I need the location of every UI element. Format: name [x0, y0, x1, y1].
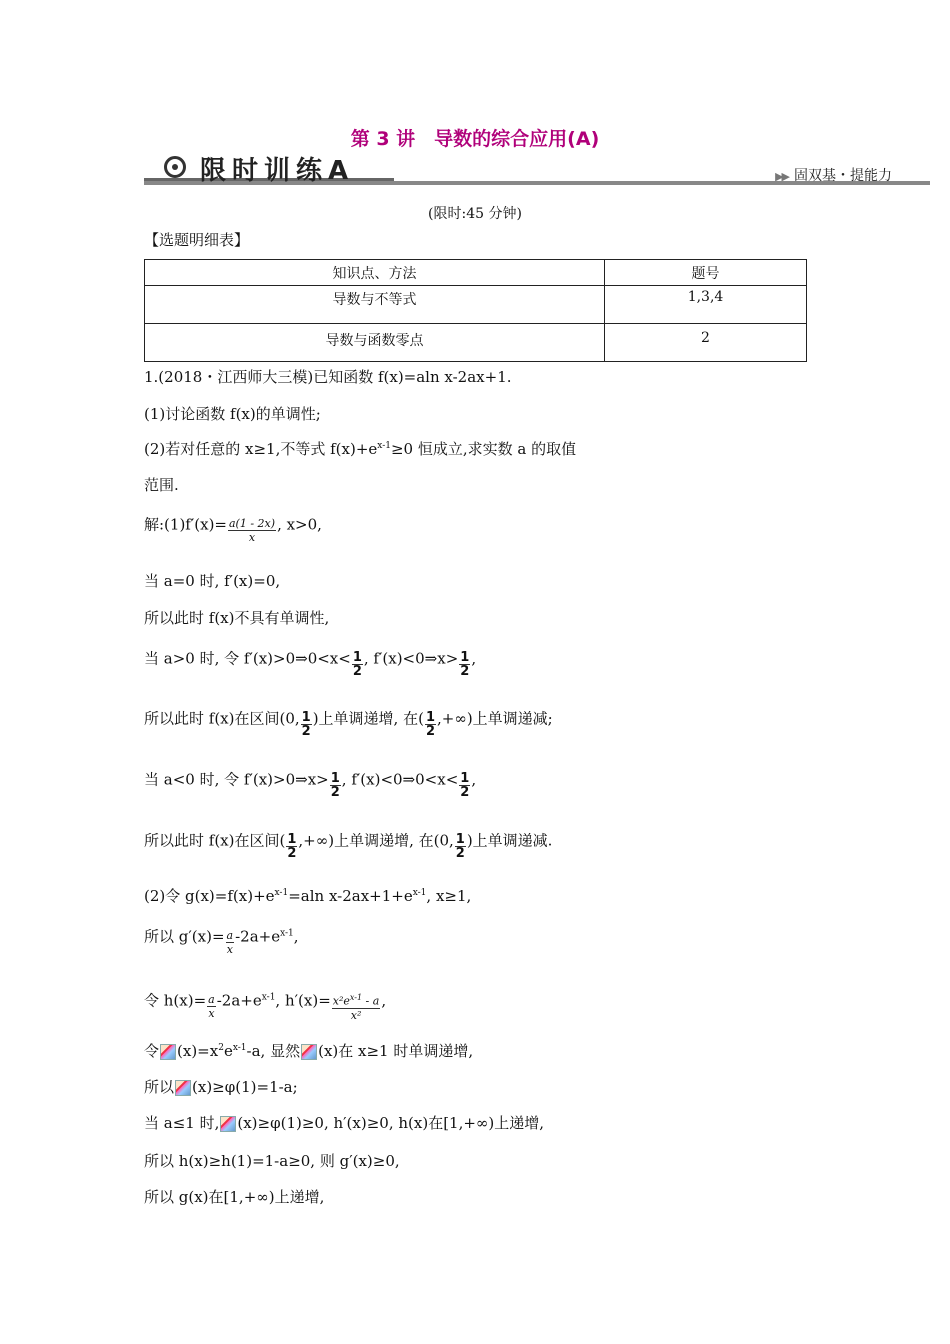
table-row: [145, 286, 807, 324]
fraction-denominator: 2: [287, 846, 297, 861]
broken-image-icon: [220, 1116, 236, 1132]
fraction-numerator: 1: [460, 771, 470, 786]
problem-line: [144, 438, 576, 459]
selection-table: [144, 259, 807, 362]
superscript: x-1: [261, 992, 276, 1003]
table-cell: 2: [605, 324, 807, 362]
fraction-half: [459, 772, 470, 799]
text-run: - a: [362, 994, 380, 1008]
fraction-half: [459, 651, 470, 678]
solution-line: 所以 g(x)在[1,+∞)上递增,: [144, 1188, 325, 1206]
time-limit: (限时:45 分钟): [428, 206, 522, 222]
fraction: [207, 993, 216, 1020]
fraction-numerator: 1: [425, 710, 435, 725]
fraction-denominator: 2: [460, 664, 470, 679]
broken-image-icon: [175, 1080, 191, 1096]
text-run: 当 a≤1 时,: [144, 1114, 220, 1132]
fraction-denominator: x: [248, 531, 256, 544]
fraction-half: [286, 833, 297, 860]
problem-line: 1.(2018・江西师大三模)已知函数 f(x)=aln x-2ax+1.: [144, 368, 512, 386]
superscript: x-1: [280, 928, 294, 939]
fraction-numerator: 1: [287, 832, 297, 847]
solution-line: 当 a=0 时, f′(x)=0,: [144, 572, 281, 590]
superscript: 2: [218, 1043, 224, 1053]
table-cell: 1,3,4: [605, 286, 807, 324]
text-run: 令: [144, 1042, 160, 1060]
table-cell: 导数与函数零点: [145, 324, 605, 362]
fraction-half: [455, 833, 466, 860]
fraction-half: [301, 711, 312, 738]
page-title: 第 3 讲 导数的综合应用(A): [350, 128, 600, 150]
fraction-numerator: a: [208, 992, 215, 1006]
superscript: x-1: [349, 993, 363, 1002]
text-run: ,: [471, 770, 477, 789]
superscript: x-1: [232, 1043, 247, 1053]
text-run: , x≥1,: [426, 887, 472, 905]
text-run: (x)在 x≥1 时单调递增,: [318, 1042, 474, 1060]
fraction-denominator: x: [226, 943, 233, 956]
fraction-numerator: a(1 - 2x): [229, 517, 276, 530]
banner-tagline: [775, 165, 892, 185]
solution-line: [144, 646, 477, 679]
fraction-numerator: a: [226, 929, 234, 942]
solution-line: [144, 1076, 298, 1097]
text-run: ,: [381, 991, 387, 1010]
text-run: )上单调递增, 在(: [312, 709, 424, 728]
text-run: 令 h(x)=: [144, 991, 207, 1010]
problem-line: 范围.: [144, 476, 179, 494]
text-run: )上单调递减.: [466, 831, 553, 850]
problem-line: (1)讨论函数 f(x)的单调性;: [144, 405, 321, 423]
solution-line: 所以 h(x)≥h(1)=1-a≥0, 则 g′(x)≥0,: [144, 1152, 400, 1170]
broken-image-icon: [160, 1044, 176, 1060]
text-run: x²e: [332, 994, 350, 1008]
banner-text: 限时训练A: [200, 156, 355, 186]
text-run: , f′(x)<0⇒x>: [363, 649, 459, 668]
solution-line: [144, 986, 387, 1022]
fraction-denominator: 2: [460, 785, 470, 800]
fraction-denominator: 2: [352, 664, 362, 679]
text-run: (2)令 g(x)=f(x)+e: [144, 887, 275, 905]
fraction-numerator: [332, 991, 381, 1009]
table-cell: 导数与不等式: [145, 286, 605, 324]
fraction-denominator: 2: [330, 785, 340, 800]
solution-line: [144, 512, 322, 544]
text-run: 所以此时 f(x)在区间(: [144, 831, 286, 850]
text-run: (2)若对任意的 x≥1,不等式 f(x)+e: [144, 440, 378, 458]
solution-line: [144, 828, 553, 861]
text-run: , f′(x)<0⇒0<x<: [341, 770, 459, 789]
fraction-numerator: 1: [352, 650, 362, 665]
text-run: 解:(1)f′(x)=: [144, 515, 227, 534]
fraction-half: [330, 772, 341, 799]
fraction-denominator: x: [208, 1006, 215, 1020]
selection-table-label: 【选题明细表】: [144, 231, 250, 249]
table-row: [145, 324, 807, 362]
fraction-half: [425, 711, 436, 738]
text-run: 当 a>0 时, 令 f′(x)>0⇒0<x<: [144, 649, 351, 668]
text-run: -2a+e: [216, 991, 262, 1010]
fraction-denominator: x²: [350, 1008, 362, 1022]
solution-line: 所以此时 f(x)不具有单调性,: [144, 609, 330, 627]
text-run: -a, 显然: [246, 1042, 301, 1060]
fraction-denominator: 2: [455, 846, 465, 861]
superscript: x-1: [377, 441, 391, 451]
text-run: ≥0 恒成立,求实数 a 的取值: [390, 440, 577, 458]
text-run: 当 a<0 时, 令 f′(x)>0⇒x>: [144, 770, 329, 789]
fraction-numerator: 1: [455, 832, 465, 847]
target-icon: [164, 156, 186, 178]
superscript: x-1: [412, 888, 427, 898]
tagline-text: 固双基・提能力: [794, 168, 892, 184]
solution-line: [144, 767, 477, 800]
fraction-denominator: 2: [425, 724, 435, 739]
fraction-numerator: 1: [330, 771, 340, 786]
text-run: (x)≥φ(1)≥0, h′(x)≥0, h(x)在[1,+∞)上递增,: [237, 1114, 545, 1132]
text-run: 所以此时 f(x)在区间(0,: [144, 709, 300, 728]
text-run: 所以 g′(x)=: [144, 927, 225, 946]
fraction-half: [352, 651, 363, 678]
text-run: =aln x-2ax+1+e: [288, 887, 413, 905]
text-run: (x)≥φ(1)=1-a;: [192, 1078, 298, 1096]
text-run: , h′(x)=: [275, 991, 331, 1010]
fraction: [332, 991, 381, 1022]
solution-line: [144, 706, 553, 739]
double-arrow-icon: ▶▶: [775, 170, 788, 183]
fraction: [228, 517, 276, 544]
text-run: 所以: [144, 1078, 175, 1096]
solution-line: [144, 885, 471, 906]
text-run: e: [223, 1042, 233, 1060]
text-run: ,: [293, 927, 299, 946]
table-header-row: [145, 260, 807, 286]
text-run: ,+∞)上单调递减;: [437, 709, 553, 728]
fraction-numerator: 1: [460, 650, 470, 665]
solution-line: [144, 1040, 473, 1061]
superscript: x-1: [274, 888, 289, 898]
text-run: -2a+e: [235, 927, 281, 946]
text-run: ,+∞)上单调递增, 在(0,: [298, 831, 454, 850]
table-header-cell: 知识点、方法: [145, 260, 605, 286]
text-run: , x>0,: [277, 515, 322, 534]
text-run: ,: [471, 649, 477, 668]
fraction-denominator: 2: [301, 724, 311, 739]
solution-line: [144, 1112, 544, 1133]
fraction-numerator: 1: [301, 710, 311, 725]
text-run: (x)=x: [177, 1042, 219, 1060]
table-header-cell: 题号: [605, 260, 807, 286]
solution-line: [144, 924, 299, 956]
broken-image-icon: [301, 1044, 317, 1060]
fraction: [226, 929, 235, 956]
